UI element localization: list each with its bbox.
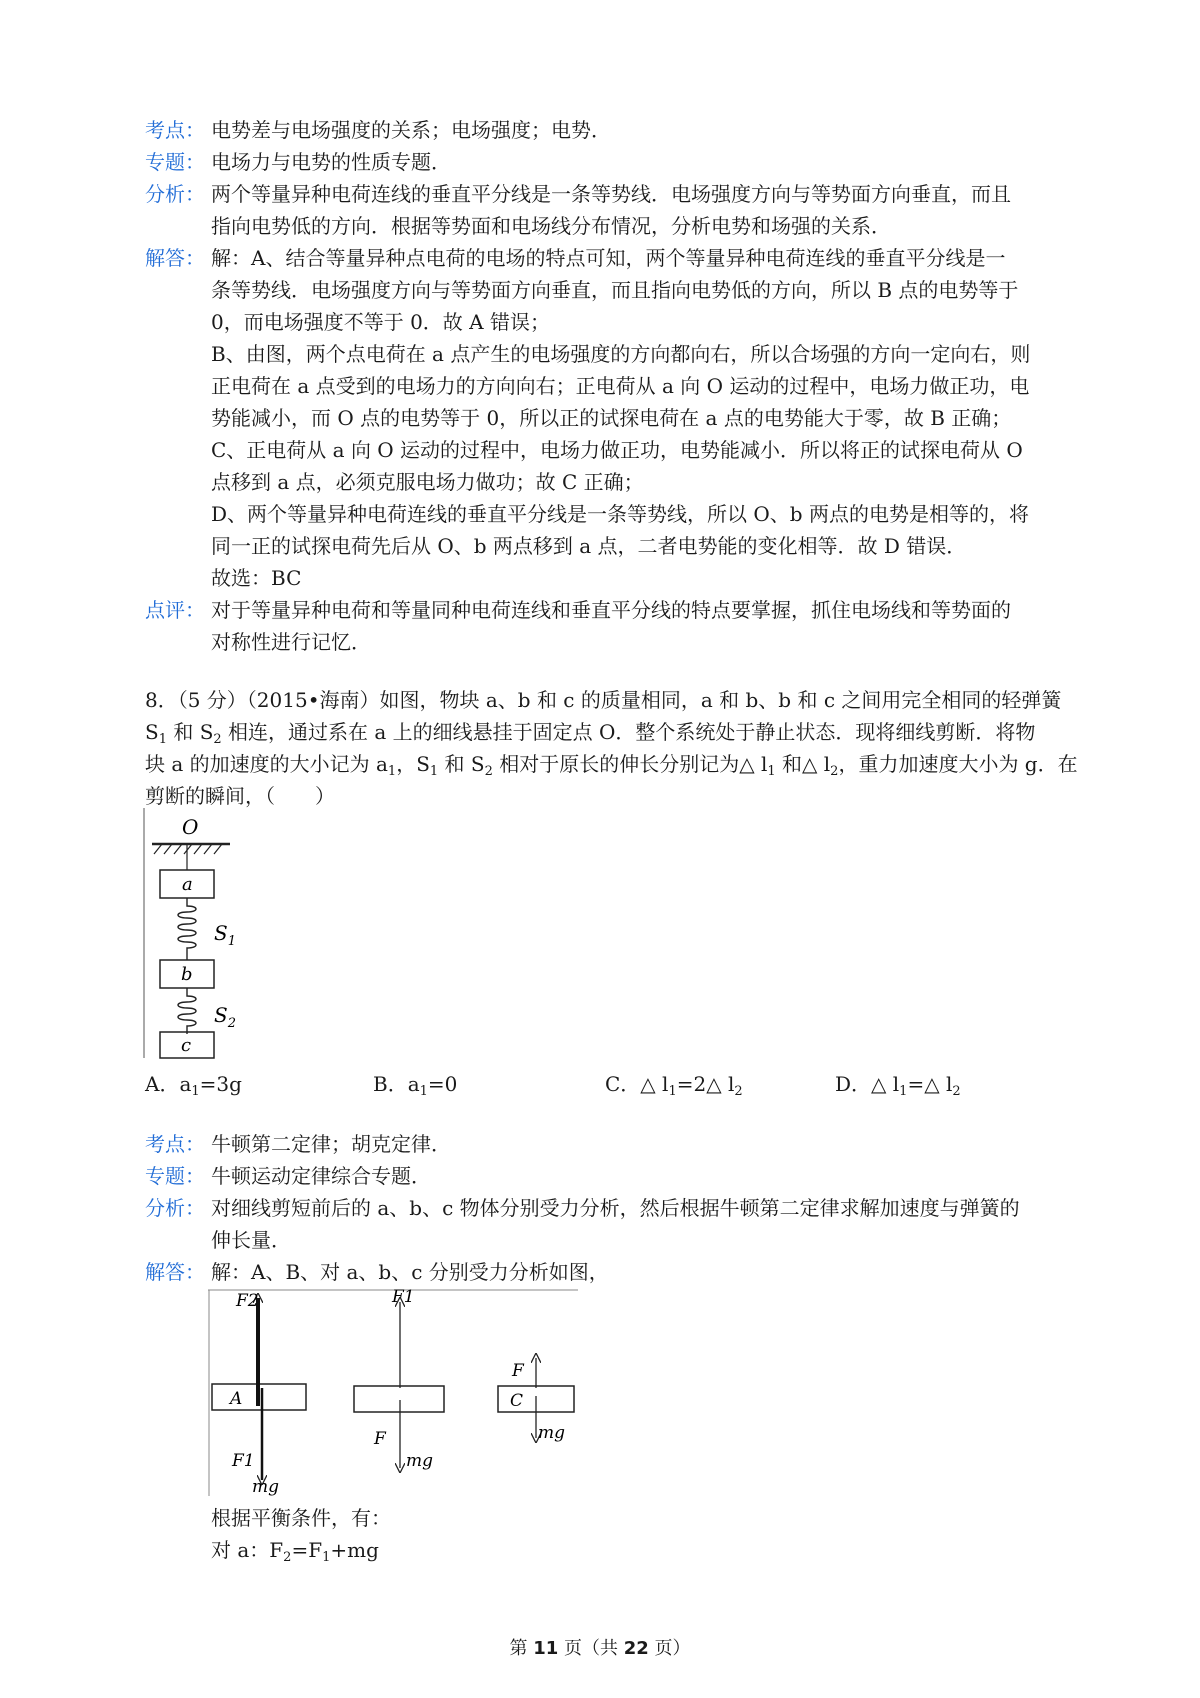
question-line: 块 a 的加速度的大小记为 $a_1$，$S_1$ 和 $S_2$ 相对于原长的伸长分别记为△ $l_1$ 和△ $l_2$，重力加速度大小为 g．在	[145, 752, 1078, 779]
total-pages: 22	[623, 1638, 649, 1659]
force-fc-label: F	[512, 1361, 524, 1381]
option-b[interactable]: B．$a_1=0$	[373, 1072, 458, 1099]
page-footer: 第 11 页（共 22 页）	[509, 1638, 691, 1659]
zhuanti-text: 电场力与电势的性质专题．	[211, 150, 451, 174]
force-diagram-figure	[208, 1288, 580, 1498]
fenxi-line: 对细线剪短前后的 a、b、c 物体分别受力分析，然后根据牛顿第二定律求解加速度与弹簧的	[211, 1196, 1020, 1220]
jieda-line: C、正电荷从 a 向 O 运动的过程中，电场力做正功，电势能减小．所以将正的试探电荷从 O	[211, 438, 1023, 462]
force-f1a-label: F1	[232, 1451, 255, 1471]
force-mgc-label: mg	[538, 1423, 566, 1443]
fenxi-line: 两个等量异种电荷连线的垂直平分线是一条等势线．电场强度方向与等势面方向垂直，而且	[211, 182, 1011, 206]
force-f-label: F	[374, 1429, 386, 1449]
block-a-label: a	[182, 874, 193, 895]
page-number: 11	[533, 1638, 559, 1659]
force-f1-label: F1	[392, 1288, 415, 1307]
zhuanti-text: 牛顿运动定律综合专题．	[211, 1164, 431, 1188]
question-8	[145, 684, 1078, 812]
jieda-line: 解：A、结合等量异种点电荷的电场的特点可知，两个等量异种电荷连线的垂直平分线是一	[211, 246, 1006, 270]
spring-s2-label: $S_2$	[214, 1003, 236, 1031]
force-c-label: C	[510, 1391, 524, 1411]
kaodian-label: 考点：	[145, 118, 205, 142]
question-line: 8．（5 分）（2015•海南）如图，物块 a、b 和 c 的质量相同，a 和 b、b 和 c 之间用完全相同的轻弹簧	[145, 688, 1062, 712]
dianping-line: 对于等量异种电荷和等量同种电荷连线和垂直平分线的特点要掌握，抓住电场线和等势面的	[211, 598, 1011, 622]
dianping-line: 对称性进行记忆．	[211, 630, 371, 654]
fenxi-line: 伸长量．	[211, 1228, 291, 1252]
block-b-label: b	[181, 964, 193, 985]
dianping-label: 点评：	[145, 598, 205, 622]
fenxi-line: 指向电势低的方向．根据等势面和电场线分布情况，分析电势和场强的关系．	[211, 214, 891, 238]
question-line: 剪断的瞬间，（ ）	[145, 784, 335, 808]
jieda-line: 条等势线．电场强度方向与等势面方向垂直，而且指向电势低的方向，所以 B 点的电势等于	[211, 278, 1019, 302]
jieda-line: 点移到 a 点，必须克服电场力做功；故 C 正确；	[211, 470, 644, 494]
kaodian-text: 牛顿第二定律；胡克定律．	[211, 1132, 451, 1156]
option-d[interactable]: D．△ $l_1=\triangle$ $l_2$	[835, 1072, 961, 1099]
equation-line: 对 a：$F_2=F_1+mg$	[211, 1538, 379, 1565]
option-a[interactable]: A．$a_1=3g$	[145, 1072, 242, 1099]
fixed-point-label: O	[182, 815, 199, 839]
equilibrium-text	[211, 1502, 1071, 1566]
fenxi-label: 分析：	[145, 1196, 205, 1220]
kaodian-text: 电势差与电场强度的关系；电场强度；电势．	[211, 118, 611, 142]
analysis-section-2	[145, 1128, 1075, 1288]
jieda-line: 0，而电场强度不等于 0．故 A 错误；	[211, 310, 550, 334]
zhuanti-label: 专题：	[145, 1164, 205, 1188]
option-c[interactable]: C．△ $l_1=2\triangle$ $l_2$	[605, 1072, 743, 1099]
jieda-line: 故选：BC	[211, 566, 302, 590]
jieda-line: 正电荷在 a 点受到的电场力的方向向右；正电荷从 a 向 O 运动的过程中，电场力做正功，电	[211, 374, 1030, 398]
kaodian-label: 考点：	[145, 1132, 205, 1156]
jieda-text: 解：A、B、对 a、b、c 分别受力分析如图，	[211, 1260, 609, 1284]
question-line: $S_1$ 和 $S_2$ 相连，通过系在 a 上的细线悬挂于固定点 O．整个系统处于静止状态．现将细线剪断．将物	[145, 720, 1036, 747]
spring-blocks-figure	[140, 808, 250, 1060]
jieda-label: 解答：	[145, 1260, 205, 1284]
jieda-label: 解答：	[145, 246, 205, 270]
block-c-label: c	[181, 1035, 192, 1056]
force-mgb-label: mg	[406, 1451, 434, 1471]
jieda-line: D、两个等量异种电荷连线的垂直平分线是一条等势线，所以 O、b 两点的电势是相等的，将	[211, 502, 1029, 526]
spring-s1-label: $S_1$	[214, 921, 236, 949]
jieda-line: 同一正的试探电荷先后从 O、b 两点移到 a 点，二者电势能的变化相等．故 D 错误．	[211, 534, 967, 558]
force-f2-label: F2	[236, 1291, 259, 1311]
force-block-b	[354, 1386, 444, 1412]
zhuanti-label: 专题：	[145, 150, 205, 174]
fenxi-label: 分析：	[145, 182, 205, 206]
force-a-label: A	[230, 1389, 243, 1409]
equilibrium-line: 根据平衡条件，有：	[211, 1506, 391, 1530]
jieda-line: 势能减小，而 O 点的电势等于 0，所以正的试探电荷在 a 点的电势能大于零，故 B 正确；	[211, 406, 1012, 430]
force-mga-label: mg	[252, 1477, 280, 1497]
answer-options	[145, 1068, 1075, 1102]
jieda-line: B、由图，两个点电荷在 a 点产生的电场强度的方向都向右，所以合场强的方向一定向右，则	[211, 342, 1031, 366]
analysis-section-1	[145, 114, 1075, 658]
